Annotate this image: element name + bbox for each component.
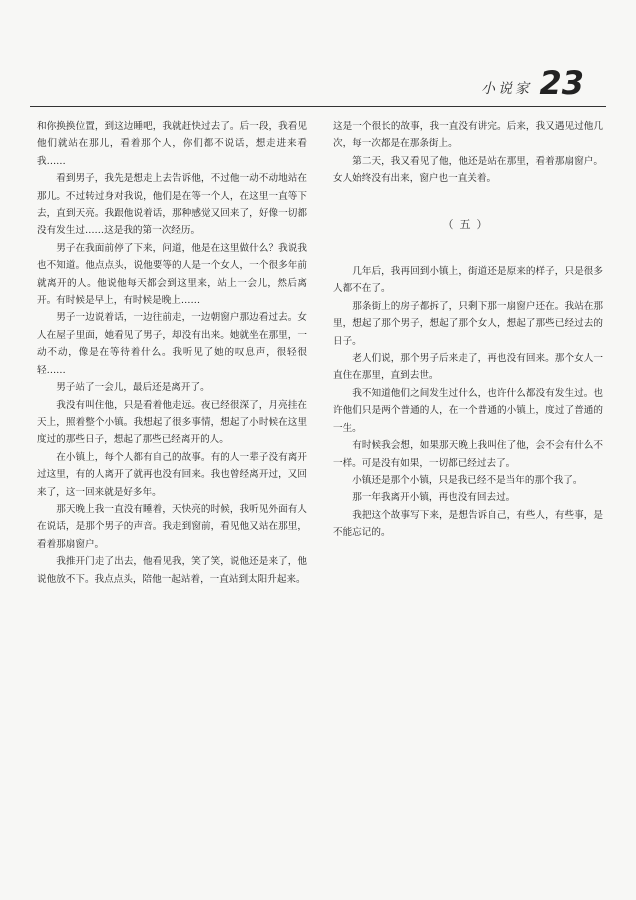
paragraph: 我不知道他们之间发生过什么，也许什么都没有发生过。也许他们只是两个普通的人，在一个普通的小镇上，度过了普通的一生。 bbox=[333, 387, 603, 434]
paragraph: 和你换换位置，到这边睡吧，我就赶快过去了。后一段，我看见他们就站在那儿，看着那个人，你们都不说话，想走进来看我…… bbox=[37, 121, 307, 167]
paragraph: 小镇还是那个小镇，只是我已经不是当年的那个我了。 bbox=[352, 474, 583, 486]
paragraph: 男子站了一会儿，最后还是离开了。 bbox=[56, 382, 210, 394]
paragraph: 我推开门走了出去，他看见我，笑了笑，说他还是来了，他说他放不下。我点点头，陪他一起站着，一直站到太阳升起来。 bbox=[37, 556, 307, 585]
paragraph: 看到男子，我先是想走上去告诉他，不过他一动不动地站在那儿。不过转过身对我说，他们是在等一个人，在这里一直等下去，直到天亮。我跟他说着话，那种感觉又回来了，好像一切都没有发生过……这是我的第一次经历。 bbox=[37, 173, 307, 237]
right-column bbox=[333, 118, 603, 542]
paragraph: 第二天，我又看见了他，他还是站在那里，看着那扇窗户。女人始终没有出来，窗户也一直关着。 bbox=[333, 155, 603, 185]
paragraph: 我没有叫住他，只是看着他走远。夜已经很深了，月亮挂在天上，照着整个小镇。我想起了很多事情，想起了小时候在这里度过的那些日子，想起了那些已经离开的人。 bbox=[37, 399, 307, 446]
section-heading: （五） bbox=[442, 217, 494, 231]
magazine-title: 小说家 bbox=[481, 81, 532, 97]
paragraph: 那一年我离开小镇，再也没有回去过。 bbox=[352, 492, 516, 504]
paragraph: 那天晚上我一直没有睡着，天快亮的时候，我听见外面有人在说话，是那个男子的声音。我走到窗前，看见他又站在那里，看着那扇窗户。 bbox=[37, 503, 307, 550]
paragraph: 有时候我会想，如果那天晚上我叫住了他，会不会有什么不一样。可是没有如果，一切都已经过去了。 bbox=[333, 440, 603, 469]
paragraph: 几年后，我再回到小镇上，街道还是原来的样子，只是很多人都不在了。 bbox=[333, 266, 603, 295]
paragraph: 老人们说，那个男子后来走了，再也没有回来。那个女人一直住在那里，直到去世。 bbox=[333, 353, 603, 382]
paragraph: 那条街上的房子都拆了，只剩下那一扇窗户还在。我站在那里，想起了那个男子，想起了那个女人，想起了那些已经过去的日子。 bbox=[333, 300, 603, 347]
paragraph: 我把这个故事写下来，是想告诉自己，有些人，有些事，是不能忘记的。 bbox=[333, 509, 603, 539]
paragraph: 男子一边说着话，一边往前走，一边朝窗户那边看过去。女人在屋子里面，她看见了男子，却没有出来。她就坐在那里，一动不动，像是在等待着什么。我听见了她的叹息声，很轻很轻…… bbox=[37, 312, 307, 376]
page-header bbox=[30, 62, 606, 107]
paragraph: 这是一个很长的故事，我一直没有讲完。后来，我又遇见过他几次，每一次都是在那条街上。 bbox=[333, 121, 603, 150]
paragraph: 男子在我面前停了下来，问道，他是在这里做什么？我说我也不知道。他点点头，说他要等的人是一个女人，一个很多年前就离开的人。他说他每天都会到这里来，站上一会儿，然后离开。有时候是早上，有时候是晚上…… bbox=[37, 242, 307, 307]
left-column bbox=[37, 118, 307, 588]
paragraph: 在小镇上，每个人都有自己的故事。有的人一辈子没有离开过这里，有的人离开了就再也没有回来。我也曾经离开过，又回来了，这一回来就是好多年。 bbox=[37, 451, 307, 498]
page-number: 23 bbox=[539, 64, 584, 102]
